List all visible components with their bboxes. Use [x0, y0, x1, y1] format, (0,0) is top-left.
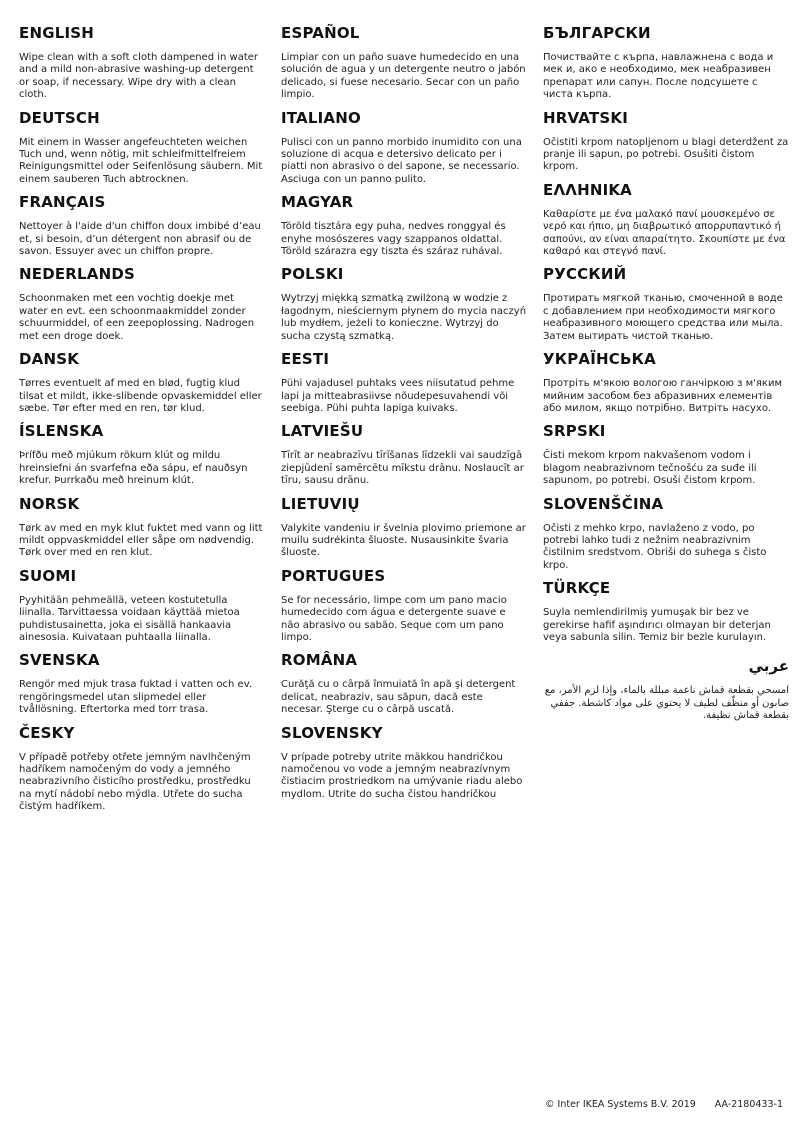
instructions-nederlands: Schoonmaken met een vochtig doekje met water en evt. een schoonmaakmiddel zonder schuurmiddel, of een zeepoplossing. Nadrogen met een droge doek. — [19, 293, 255, 342]
section-eesti — [281, 351, 527, 415]
section-polski — [281, 266, 527, 343]
instructions-eesti: Pühi vajadusel puhtaks vees niisutatud pehme lapi ja mitteabrasiivse nõudepesuvahendi või seebiga. Pühi puhta lapiga kuivaks. — [281, 378, 515, 414]
instructions-lietuviu: Valykite vandeniu ir švelnia plovimo priemone ar muilu sudrėkinta šluoste. Nusausinkite švaria šluoste. — [281, 522, 526, 559]
instructions-cesky: V případě potřeby otřete jemným navlhčeným hadříkem namočeným do vody a jemného neabrazivního čisticího prostředku, prostředku na mytí nádobí nebo mýdla. Utřete do sucha čistým hadříkem. — [19, 751, 251, 813]
instructions-ukrainska: Протріть м'якою вологою ганчіркою з м'яким мийним засобом без абразивних елементів або милом, якщо потрібно. Витріть насухо. — [543, 378, 782, 414]
instructions-dansk: Tørres eventuelt af med en blød, fugtig klud tilsat et mildt, ikke-slibende opvaskemiddel eller sæbe. Tør efter med en ren, tør klud. — [19, 378, 262, 414]
heading-hrvatski: HRVATSKI — [543, 108, 628, 127]
document-number: AA-2180433-1 — [714, 1099, 783, 1110]
section-lietuviu — [281, 496, 527, 560]
heading-dansk: DANSK — [19, 350, 80, 369]
heading-deutsch: DEUTSCH — [19, 108, 100, 127]
column-1 — [19, 25, 265, 822]
copyright-text: © Inter IKEA Systems B.V. 2019 — [545, 1099, 696, 1110]
section-francais — [19, 194, 265, 258]
section-magyar — [281, 194, 527, 258]
footer — [545, 1099, 783, 1110]
heading-francais: FRANÇAIS — [19, 193, 106, 212]
instructions-ellinika: Καθαρίστε με ένα μαλακό πανί μουσκεμένο σε νερό και ήπιο, μη διαβρωτικό απορρυπαντικό ή σαπούνι, αν είναι απαραίτητο. Σκουπίστε με ένα καθαρό και στεγνό πανί. — [543, 208, 786, 258]
instructions-italiano: Pulisci con un panno morbido inumidito con una soluzione di acqua e detersivo delicato per i piatti non abrasivo o del sapone, se necessario. Asciuga con un panno pulito. — [281, 136, 522, 185]
heading-turkce: TÜRKÇE — [543, 579, 611, 598]
instructions-portugues: Se for necessário, limpe com um pano macio humedecido com água e detergente suave e não abrasivo ou sabão. Seque com um pano limpo. — [281, 594, 507, 643]
heading-islenska: ÍSLENSKA — [19, 422, 104, 441]
instructions-hrvatski: Očistiti krpom natopljenom u blagi deterdžent za pranje ili sapun, po potrebi. Osušiti čistom krpom. — [543, 136, 789, 173]
instructions-magyar: Töröld tisztára egy puha, nedves ronggyal és enyhe mosószeres vagy szappanos oldattal. Töröld szárazra egy tiszta és száraz ruhával. — [281, 221, 506, 258]
heading-polski: POLSKI — [281, 265, 344, 284]
heading-english: ENGLISH — [19, 24, 95, 42]
heading-bulgarski: БЪЛГАРСКИ — [543, 24, 651, 42]
heading-srpski: SRPSKI — [543, 422, 606, 441]
section-english — [19, 25, 265, 102]
heading-suomi: SUOMI — [19, 566, 77, 585]
section-cesky — [19, 725, 265, 814]
heading-romana: ROMÂNA — [281, 651, 358, 670]
instructions-francais: Nettoyer à l'aide d'un chiffon doux imbibé d’eau et, si besoin, d’un détergent non abrasif ou de savon. Essuyer avec un chiffon propre. — [19, 221, 261, 258]
heading-latviesu: LATVIEŠU — [281, 422, 364, 441]
heading-arabic: عربي — [748, 657, 789, 676]
heading-nederlands: NEDERLANDS — [19, 265, 136, 284]
section-ukrainska — [543, 351, 789, 415]
section-slovenscina — [543, 496, 789, 573]
section-russkiy — [543, 266, 789, 343]
instructions-slovenscina: Očisti z mehko krpo, navlaženo z vodo, po potrebi lahko tudi z nežnim neabrazivnim čistilnim sredstvom. Obriši do suhega s čisto krpo. — [543, 522, 767, 571]
heading-slovenscina: SLOVENŠČINA — [543, 494, 664, 513]
section-bulgarski — [543, 25, 789, 102]
instructions-romana: Curăţă cu o cârpă înmuiată în apă şi detergent delicat, neabraziv, sau săpun, dacă este necesar. Şterge cu o cârpă uscată. — [281, 679, 516, 716]
section-ellinika — [543, 182, 789, 259]
instructions-bulgarski: Почиствайте с кърпа, навлажнена с вода и мек и, ако е необходимо, мек неабразивен препарат или сапун. После подсушете с чиста кърпа. — [543, 52, 774, 101]
section-dansk — [19, 351, 265, 415]
instructions-srpski: Čisti mekom krpom nakvašenom vodom i blagom neabrazivnom tečnošću za suđe ili sapunom, po potrebi. Osuši čistom krpom. — [543, 450, 757, 487]
section-nederlands — [19, 266, 265, 343]
column-2 — [281, 25, 527, 822]
heading-ukrainska: УКРАЇНСЬКА — [543, 350, 656, 369]
heading-slovensky: SLOVENSKY — [281, 723, 383, 742]
instructions-russkiy: Протирать мягкой тканью, смоченной в воде с добавлением при необходимости мягкого неабразивного моющего средства или мыла. Затем вытирать чистой тканью. — [543, 293, 783, 342]
instructions-turkce: Suyla nemlendirilmiş yumuşak bir bez ve gerekirse hafif aşındırıcı olmayan bir deterjan veya sabunla silin. Temiz bir bezle kurulayın. — [543, 607, 771, 643]
section-islenska — [19, 423, 265, 487]
section-italiano — [281, 110, 527, 187]
heading-magyar: MAGYAR — [281, 193, 354, 212]
section-romana — [281, 652, 527, 716]
instructions-deutsch: Mit einem in Wasser angefeuchteten weichen Tuch und, wenn nötig, mit schleifmittelfreiem Reinigungsmittel oder Seifenlösung säubern. Mit einem sauberen Tuch abtrocknen. — [19, 136, 263, 185]
heading-norsk: NORSK — [19, 494, 80, 513]
instructions-suomi: Pyyhitään pehmeällä, veteen kostutetulla liinalla. Tarvittaessa voidaan käyttää mietoa puhdistusainetta, joka ei sisällä hankaavia ainesosia. Kuivataan puhtaalla liinalla. — [19, 594, 240, 643]
section-deutsch — [19, 110, 265, 187]
heading-espanol: ESPAÑOL — [281, 24, 360, 42]
instructions-english: Wipe clean with a soft cloth dampened in water and a mild non-abrasive washing-up detergent or soap, if necessary. Wipe dry with a clean cloth. — [19, 52, 259, 101]
instructions-polski: Wytrzyj miękką szmatką zwilżoną w wodzie z łagodnym, nieściernym płynem do mycia naczyń lub mydłem, jeżeli to konieczne. Wytrzyj do sucha czystą szmatką. — [281, 293, 527, 342]
section-hrvatski — [543, 110, 789, 174]
section-turkce — [543, 580, 789, 644]
instructions-espanol: Limpiar con un paño suave humedecido en una solución de agua y un detergente neutro o jabón delicado, si fuese necesario. Secar con un paño limpio. — [281, 52, 526, 101]
column-3 — [543, 25, 789, 822]
heading-cesky: ČESKY — [19, 723, 75, 742]
section-slovensky — [281, 725, 527, 802]
heading-svenska: SVENSKA — [19, 651, 100, 670]
section-latviesu — [281, 423, 527, 487]
section-suomi — [19, 568, 265, 645]
section-norsk — [19, 496, 265, 560]
heading-russkiy: РУССКИЙ — [543, 265, 627, 284]
section-svenska — [19, 652, 265, 716]
instructions-norsk: Tørk av med en myk klut fuktet med vann og litt mildt oppvaskmiddel eller såpe om nødvendig. Tørk over med en ren klut. — [19, 522, 263, 559]
instructions-svenska: Rengör med mjuk trasa fuktad i vatten och ev. rengöringsmedel utan slipmedel eller tvållösning. Eftertorka med torr trasa. — [19, 679, 253, 716]
heading-italiano: ITALIANO — [281, 108, 361, 127]
section-portugues — [281, 568, 527, 645]
instructions-latviesu: Tīrīt ar neabrazīvu tīrīšanas līdzekli vai saudzīgā ziepjūdenī samērcētu mīkstu drānu. Noslaucīt ar tīru, sausu drānu. — [281, 450, 524, 487]
heading-lietuviu: LIETUVIŲ — [281, 494, 360, 513]
heading-eesti: EESTI — [281, 350, 330, 369]
heading-portugues: PORTUGUES — [281, 566, 386, 585]
heading-ellinika: ΕΛΛΗΝΙΚΑ — [543, 180, 632, 199]
instructions-slovensky: V prípade potreby utrite mäkkou handričkou namočenou vo vode a jemným neabrazívnym čistiacim prostriedkom na umývanie riadu alebo mydlom. Utrite do sucha čistou handričkou — [281, 751, 523, 800]
instructions-islenska: Þrífðu með mjúkum rökum klút og mildu hreinsiefni án svarfefna eða sápu, ef nauðsyn krefur. Þurrkaðu með hreinum klút. — [19, 450, 248, 487]
section-srpski — [543, 423, 789, 487]
section-arabic — [543, 658, 789, 722]
instructions-arabic: امسحي بقطعة قماش ناعمة مبللة بالماء، وإذا لزم الأمر، مع صابون أو منظّف لطيف لا يحتوي على مواد كاشطة. جففي بقطعة قماش نظيفة. — [544, 685, 789, 722]
section-espanol — [281, 25, 527, 102]
